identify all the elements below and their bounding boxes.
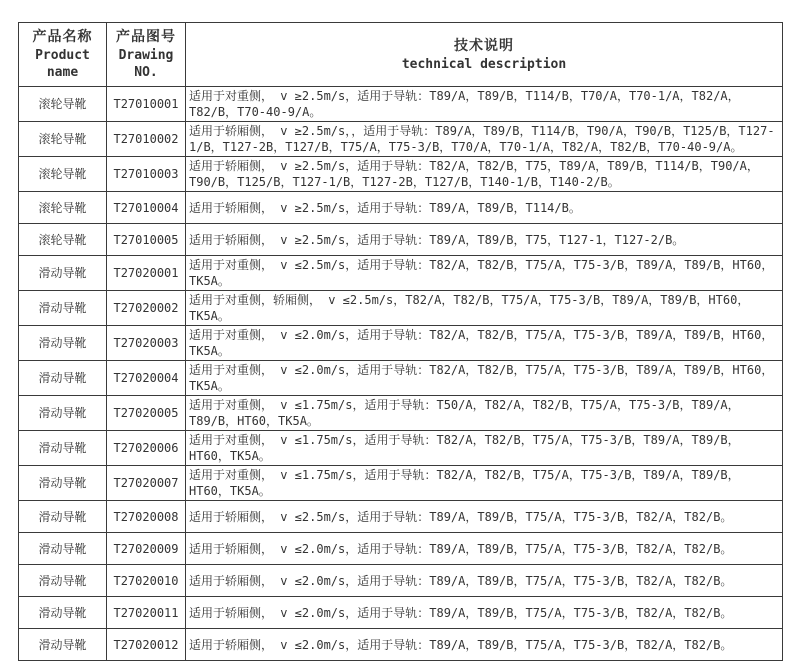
table-row: [19, 501, 783, 533]
tech-description-cell: 适用于轿厢侧， v ≥2.5m/s，适用于导轨：T82/A，T82/B，T75，T89/A，T89/B，T114/B，T90/A，T90/B，T125/B，T127-1/B，T127-2B，T127/B，T140-1/B，T140-2/B。: [186, 157, 783, 192]
tech-description-cell: 适用于对重侧， v ≤2.5m/s，适用于导轨：T82/A，T82/B，T75/A，T75-3/B，T89/A，T89/B，HT60，TK5A。: [186, 256, 783, 291]
tech-description-cell: 适用于轿厢侧， v ≤2.0m/s，适用于导轨：T89/A，T89/B，T75/A，T75-3/B，T82/A，T82/B。: [186, 629, 783, 661]
product-name-cell: 滚轮导靴: [19, 122, 107, 157]
tech-description-cell: 适用于轿厢侧， v ≤2.5m/s，适用于导轨：T89/A，T89/B，T75/A，T75-3/B，T82/A，T82/B。: [186, 501, 783, 533]
product-name-cell: 滑动导靴: [19, 466, 107, 501]
table-row: [19, 565, 783, 597]
header-product-name-en: Product name: [35, 48, 90, 80]
product-name-cell: 滑动导靴: [19, 565, 107, 597]
table-row: [19, 431, 783, 466]
product-name-cell: 滑动导靴: [19, 396, 107, 431]
drawing-no-cell: T27020005: [107, 396, 186, 431]
product-name-cell: 滑动导靴: [19, 533, 107, 565]
tech-description-cell: 适用于轿厢侧， v ≥2.5m/s，适用于导轨：T89/A，T89/B，T75，T127-1，T127-2/B。: [186, 224, 783, 256]
drawing-no-cell: T27020001: [107, 256, 186, 291]
table-row: [19, 396, 783, 431]
header-tech-description: [186, 23, 783, 87]
table-row: [19, 466, 783, 501]
tech-description-cell: 适用于对重侧， v ≤1.75m/s，适用于导轨：T82/A，T82/B，T75/A，T75-3/B，T89/A，T89/B，HT60，TK5A。: [186, 431, 783, 466]
table-row: [19, 122, 783, 157]
table-row: [19, 157, 783, 192]
table-row: [19, 256, 783, 291]
product-name-cell: 滚轮导靴: [19, 192, 107, 224]
tech-description-cell: 适用于对重侧， v ≤1.75m/s，适用于导轨：T82/A，T82/B，T75/A，T75-3/B，T89/A，T89/B，HT60，TK5A。: [186, 466, 783, 501]
tech-description-cell: 适用于轿厢侧， v ≤2.0m/s，适用于导轨：T89/A，T89/B，T75/A，T75-3/B，T82/A，T82/B。: [186, 565, 783, 597]
drawing-no-cell: T27020010: [107, 565, 186, 597]
product-name-cell: 滑动导靴: [19, 431, 107, 466]
tech-description-cell: 适用于轿厢侧， v ≥2.5m/s，适用于导轨：T89/A，T89/B，T114/B。: [186, 192, 783, 224]
product-table: [18, 22, 783, 661]
product-table-body: [19, 87, 783, 661]
table-row: [19, 87, 783, 122]
table-row: [19, 192, 783, 224]
drawing-no-cell: T27020006: [107, 431, 186, 466]
product-name-cell: 滑动导靴: [19, 597, 107, 629]
table-row: [19, 291, 783, 326]
drawing-no-cell: T27010001: [107, 87, 186, 122]
drawing-no-cell: T27010004: [107, 192, 186, 224]
table-row: [19, 597, 783, 629]
header-product-name-zh: 产品名称: [32, 29, 93, 45]
drawing-no-cell: T27020011: [107, 597, 186, 629]
drawing-no-cell: T27020003: [107, 326, 186, 361]
drawing-no-cell: T27020009: [107, 533, 186, 565]
drawing-no-cell: T27010003: [107, 157, 186, 192]
header-product-name: [19, 23, 107, 87]
product-name-cell: 滑动导靴: [19, 256, 107, 291]
header-drawing-no-en: Drawing NO.: [118, 48, 174, 80]
product-name-cell: 滑动导靴: [19, 361, 107, 396]
tech-description-cell: 适用于对重侧， v ≤2.0m/s，适用于导轨：T82/A，T82/B，T75/A，T75-3/B，T89/A，T89/B，HT60，TK5A。: [186, 361, 783, 396]
tech-description-cell: 适用于轿厢侧， v ≤2.0m/s，适用于导轨：T89/A，T89/B，T75/A，T75-3/B，T82/A，T82/B。: [186, 533, 783, 565]
product-name-cell: 滚轮导靴: [19, 157, 107, 192]
tech-description-cell: 适用于对重侧， v ≤2.0m/s，适用于导轨：T82/A，T82/B，T75/A，T75-3/B，T89/A，T89/B，HT60，TK5A。: [186, 326, 783, 361]
table-row: [19, 533, 783, 565]
tech-description-cell: 适用于对重侧，轿厢侧， v ≤2.5m/s，T82/A，T82/B，T75/A，T75-3/B，T89/A，T89/B，HT60，TK5A。: [186, 291, 783, 326]
product-name-cell: 滑动导靴: [19, 501, 107, 533]
drawing-no-cell: T27020007: [107, 466, 186, 501]
table-row: [19, 224, 783, 256]
product-table-page: [18, 22, 783, 661]
header-tech-description-zh: 技术说明: [454, 37, 514, 54]
header-tech-description-en: technical description: [401, 56, 567, 72]
product-name-cell: 滑动导靴: [19, 326, 107, 361]
header-row: [19, 23, 783, 87]
drawing-no-cell: T27020002: [107, 291, 186, 326]
drawing-no-cell: T27010002: [107, 122, 186, 157]
drawing-no-cell: T27020008: [107, 501, 186, 533]
table-row: [19, 361, 783, 396]
product-name-cell: 滚轮导靴: [19, 224, 107, 256]
table-row: [19, 326, 783, 361]
table-row: [19, 629, 783, 661]
drawing-no-cell: T27020004: [107, 361, 186, 396]
tech-description-cell: 适用于对重侧， v ≥2.5m/s，适用于导轨：T89/A，T89/B，T114/B，T70/A，T70-1/A，T82/A，T82/B，T70-40-9/A。: [186, 87, 783, 122]
tech-description-cell: 适用于轿厢侧， v ≤2.0m/s，适用于导轨：T89/A，T89/B，T75/A，T75-3/B，T82/A，T82/B。: [186, 597, 783, 629]
tech-description-cell: 适用于对重侧， v ≤1.75m/s，适用于导轨：T50/A，T82/A，T82/B，T75/A，T75-3/B，T89/A，T89/B，HT60，TK5A。: [186, 396, 783, 431]
header-drawing-no: [107, 23, 186, 87]
product-name-cell: 滑动导靴: [19, 291, 107, 326]
drawing-no-cell: T27020012: [107, 629, 186, 661]
drawing-no-cell: T27010005: [107, 224, 186, 256]
tech-description-cell: 适用于轿厢侧， v ≥2.5m/s，，适用于导轨：T89/A，T89/B，T114/B，T90/A，T90/B，T125/B，T127-1/B，T127-2B，T127/B，T75/A，T75-3/B，T70/A，T70-1/A，T82/A，T82/B，T70-40-9/A。: [186, 122, 783, 157]
product-name-cell: 滑动导靴: [19, 629, 107, 661]
product-name-cell: 滚轮导靴: [19, 87, 107, 122]
header-drawing-no-zh: 产品图号: [116, 29, 176, 45]
